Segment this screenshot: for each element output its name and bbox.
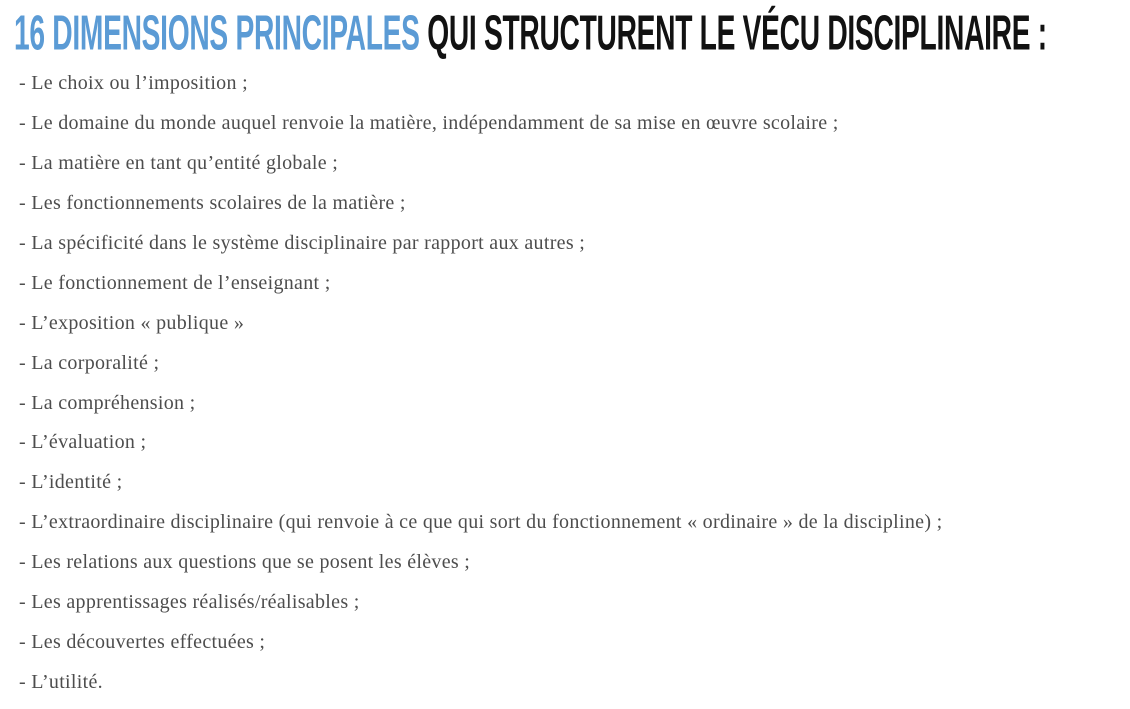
slide-title-highlight: 16 DIMENSIONS PRINCIPALES	[14, 4, 420, 60]
list-item: - L’évaluation ;	[19, 431, 147, 454]
list-item: - Le fonctionnement de l’enseignant ;	[19, 271, 331, 294]
list-item: - Le domaine du monde auquel renvoie la matière, indépendamment de sa mise en œuvre scolaire ;	[19, 112, 839, 135]
list-item: - Les apprentissages réalisés/réalisables ;	[19, 591, 360, 614]
list-item: - La corporalité ;	[19, 351, 160, 374]
list-item: - Le choix ou l’imposition ;	[19, 72, 248, 95]
list-item: - La matière en tant qu’entité globale ;	[19, 152, 339, 175]
dimension-list	[19, 64, 942, 702]
list-item: - Les fonctionnements scolaires de la matière ;	[19, 192, 406, 215]
list-item: - La compréhension ;	[19, 391, 196, 414]
list-item: - Les relations aux questions que se posent les élèves ;	[19, 551, 471, 574]
list-item: - Les découvertes effectuées ;	[19, 630, 266, 653]
slide-title-rest: QUI STRUCTURENT LE VÉCU DISCIPLINAIRE :	[419, 4, 1047, 60]
list-item: - L’extraordinaire disciplinaire (qui renvoie à ce que qui sort du fonctionnement « ordinaire » de la discipline) ;	[19, 511, 943, 534]
list-item: - L’identité ;	[19, 471, 123, 494]
list-item: - La spécificité dans le système disciplinaire par rapport aux autres ;	[19, 232, 586, 254]
slide-title	[14, 4, 1047, 60]
list-item: - L’exposition « publique »	[19, 311, 245, 334]
list-item: - L’utilité.	[19, 670, 103, 693]
